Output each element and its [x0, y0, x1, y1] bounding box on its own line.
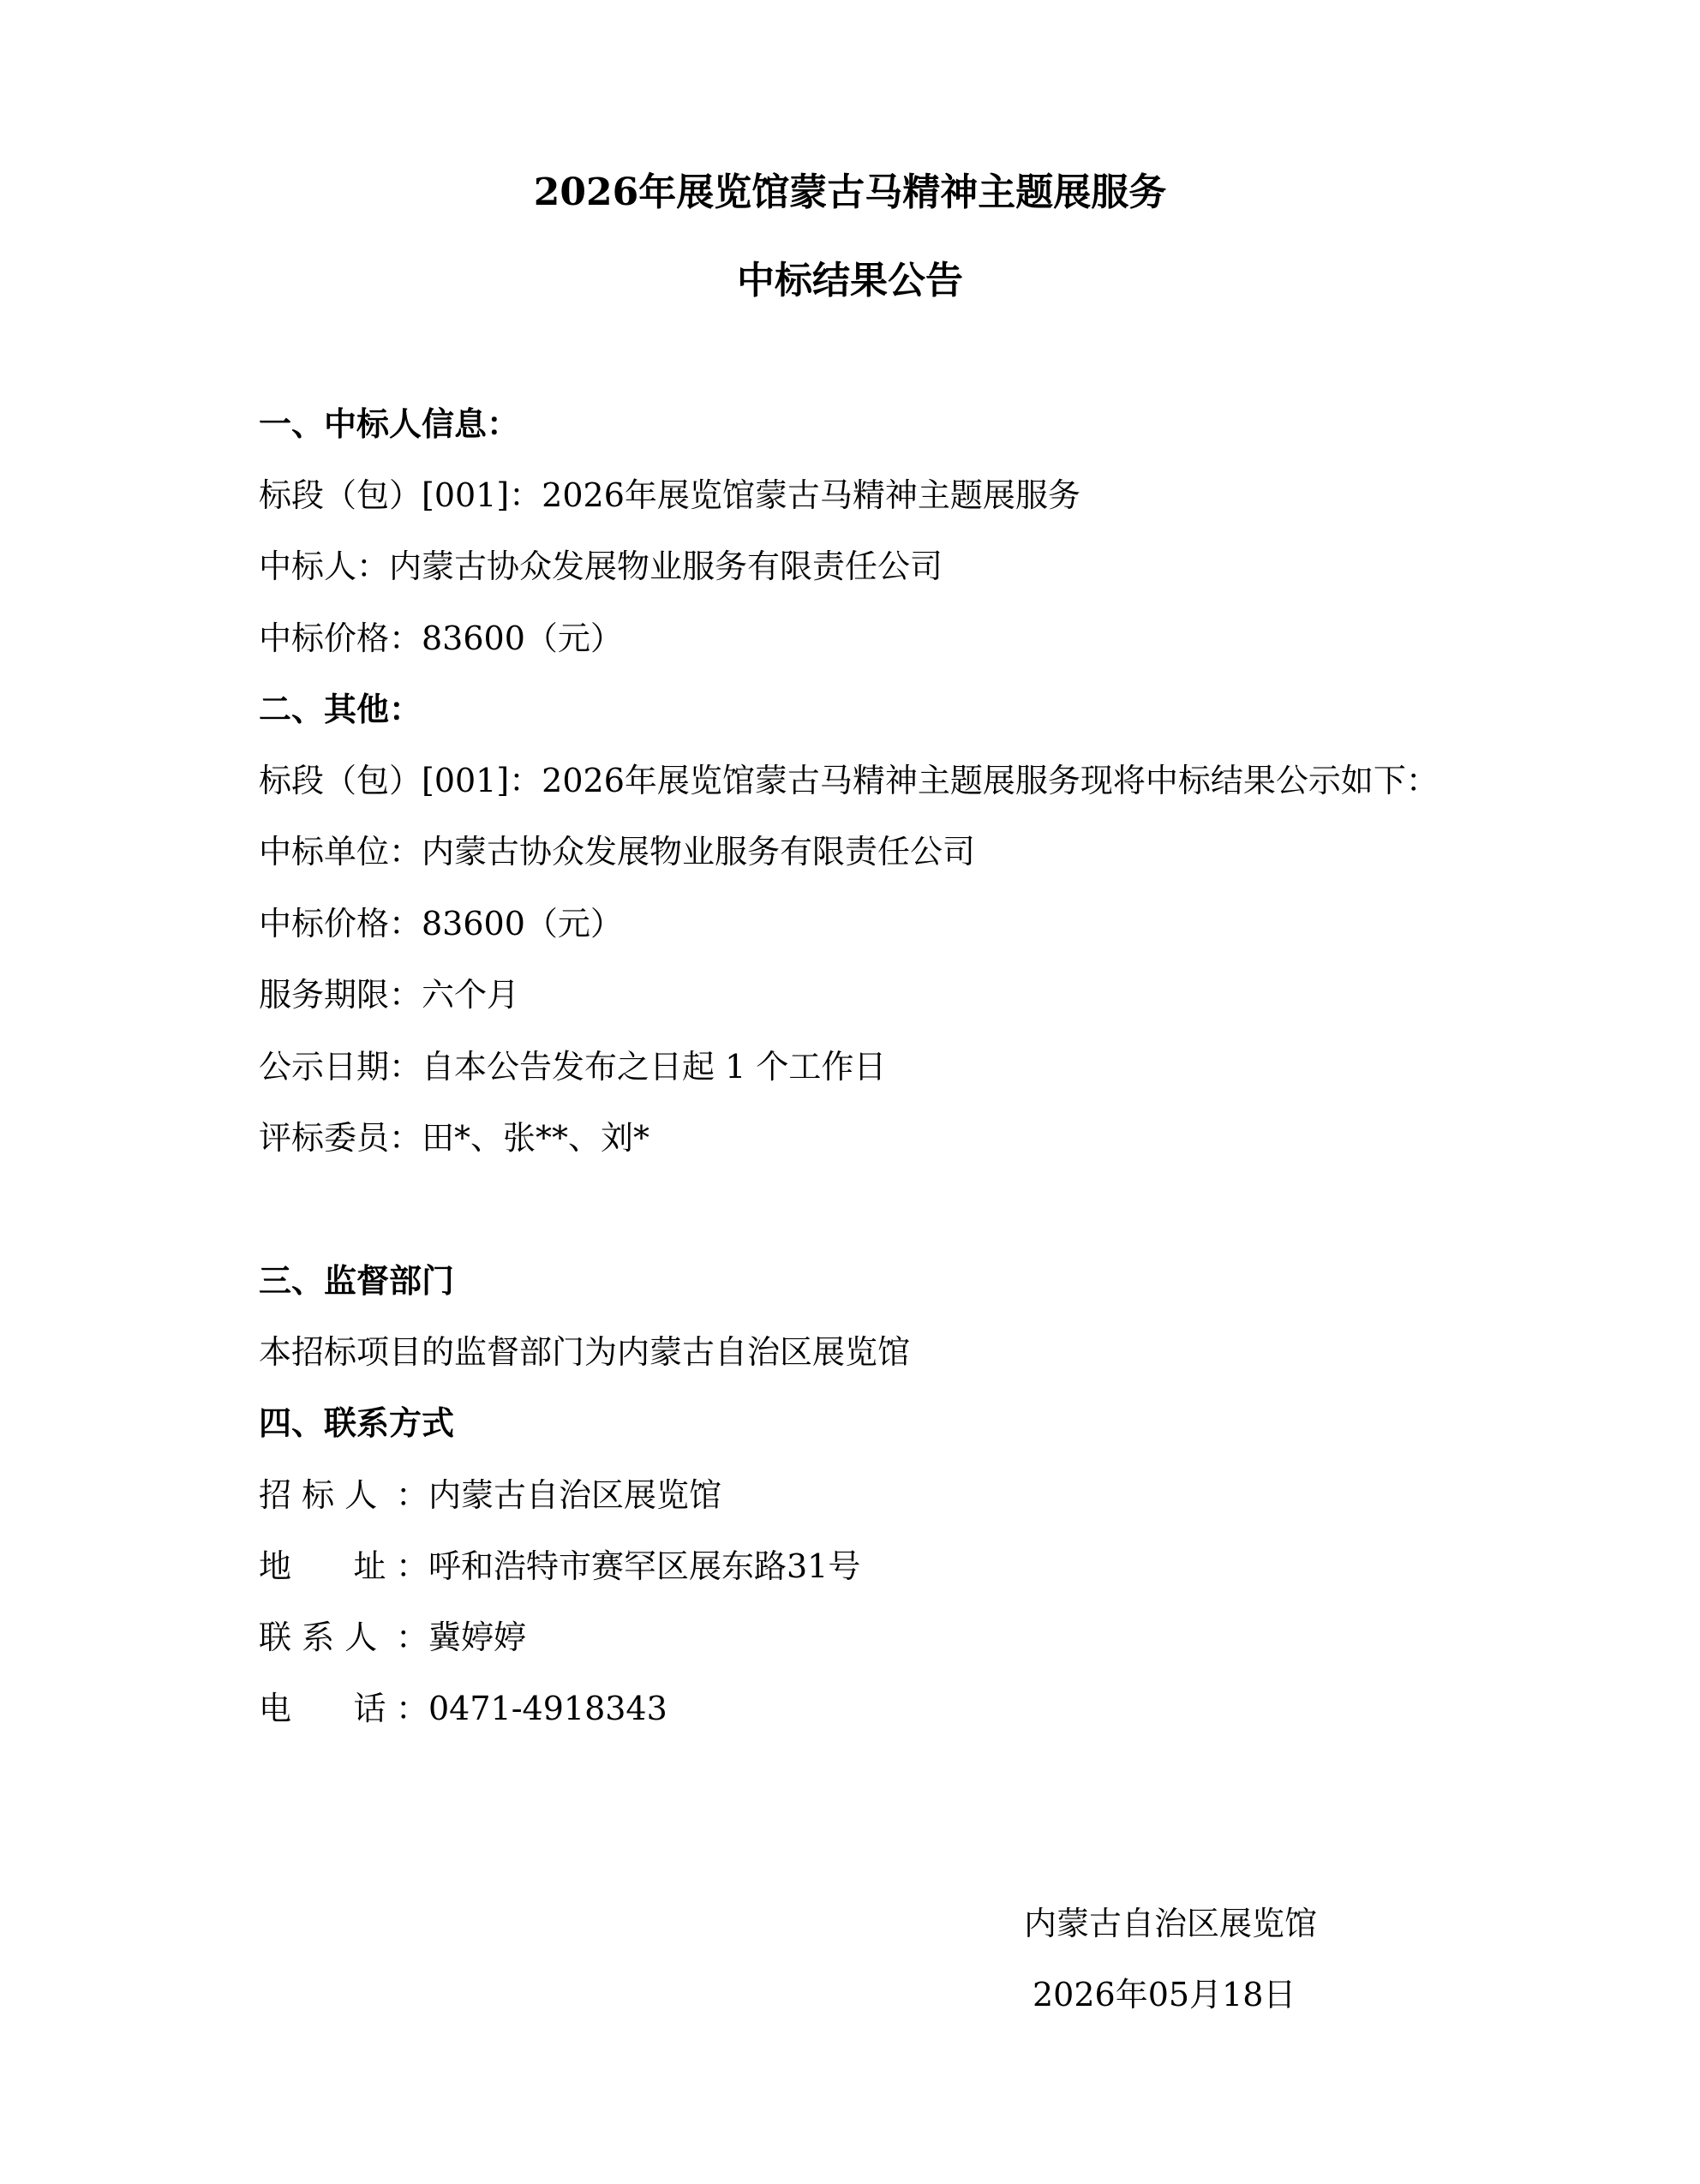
- document-title: 2026年展览馆蒙古马精神主题展服务: [533, 171, 1167, 214]
- phone-line: [259, 1687, 667, 1730]
- lot-notice-line: 标段（包）[001]：2026年展览馆蒙古马精神主题展服务现将中标结果公示如下：: [259, 762, 1439, 799]
- lot-line: 标段（包）[001]：2026年展览馆蒙古马精神主题展服务: [259, 476, 1080, 514]
- notice-period-line: 公示日期：自本公告发布之日起 1 个工作日: [259, 1048, 887, 1086]
- contact-person-label: 联 系 人: [259, 1619, 378, 1656]
- section4-heading: 四、联系方式: [259, 1403, 455, 1442]
- phone-value: ：0471-4918343: [396, 1690, 667, 1727]
- signature-date: 2026年05月18日: [1033, 1976, 1296, 2013]
- tenderer-value: ：内蒙古自治区展览馆: [396, 1476, 722, 1514]
- tenderer-line: [259, 1474, 721, 1517]
- service-term-line: 服务期限：六个月: [259, 976, 520, 1014]
- address-label: 地 址: [259, 1547, 386, 1585]
- contact-person-line: [259, 1616, 526, 1659]
- winning-unit-line: 中标单位：内蒙古协众发展物业服务有限责任公司: [259, 833, 976, 871]
- document-subtitle: 中标结果公告: [737, 259, 963, 302]
- contact-person-value: ：冀婷婷: [396, 1619, 527, 1656]
- supervision-line: 本招标项目的监督部门为内蒙古自治区展览馆: [259, 1333, 911, 1371]
- price-line-2: 中标价格：83600（元）: [259, 905, 623, 942]
- tenderer-label: 招 标 人: [259, 1476, 378, 1514]
- phone-label: 电 话: [259, 1690, 386, 1727]
- address-line: [259, 1545, 860, 1588]
- address-value: ：呼和浩特市赛罕区展东路31号: [396, 1547, 861, 1585]
- committee-line: 评标委员：田*、张**、刘*: [259, 1119, 650, 1157]
- price-line: 中标价格：83600（元）: [259, 619, 623, 657]
- winner-line: 中标人：内蒙古协众发展物业服务有限责任公司: [259, 547, 943, 585]
- section1-heading: 一、中标人信息：: [259, 404, 520, 443]
- signature-org: 内蒙古自治区展览馆: [1024, 1905, 1318, 1942]
- section2-heading: 二、其他：: [259, 690, 422, 728]
- section3-heading: 三、监督部门: [259, 1261, 455, 1300]
